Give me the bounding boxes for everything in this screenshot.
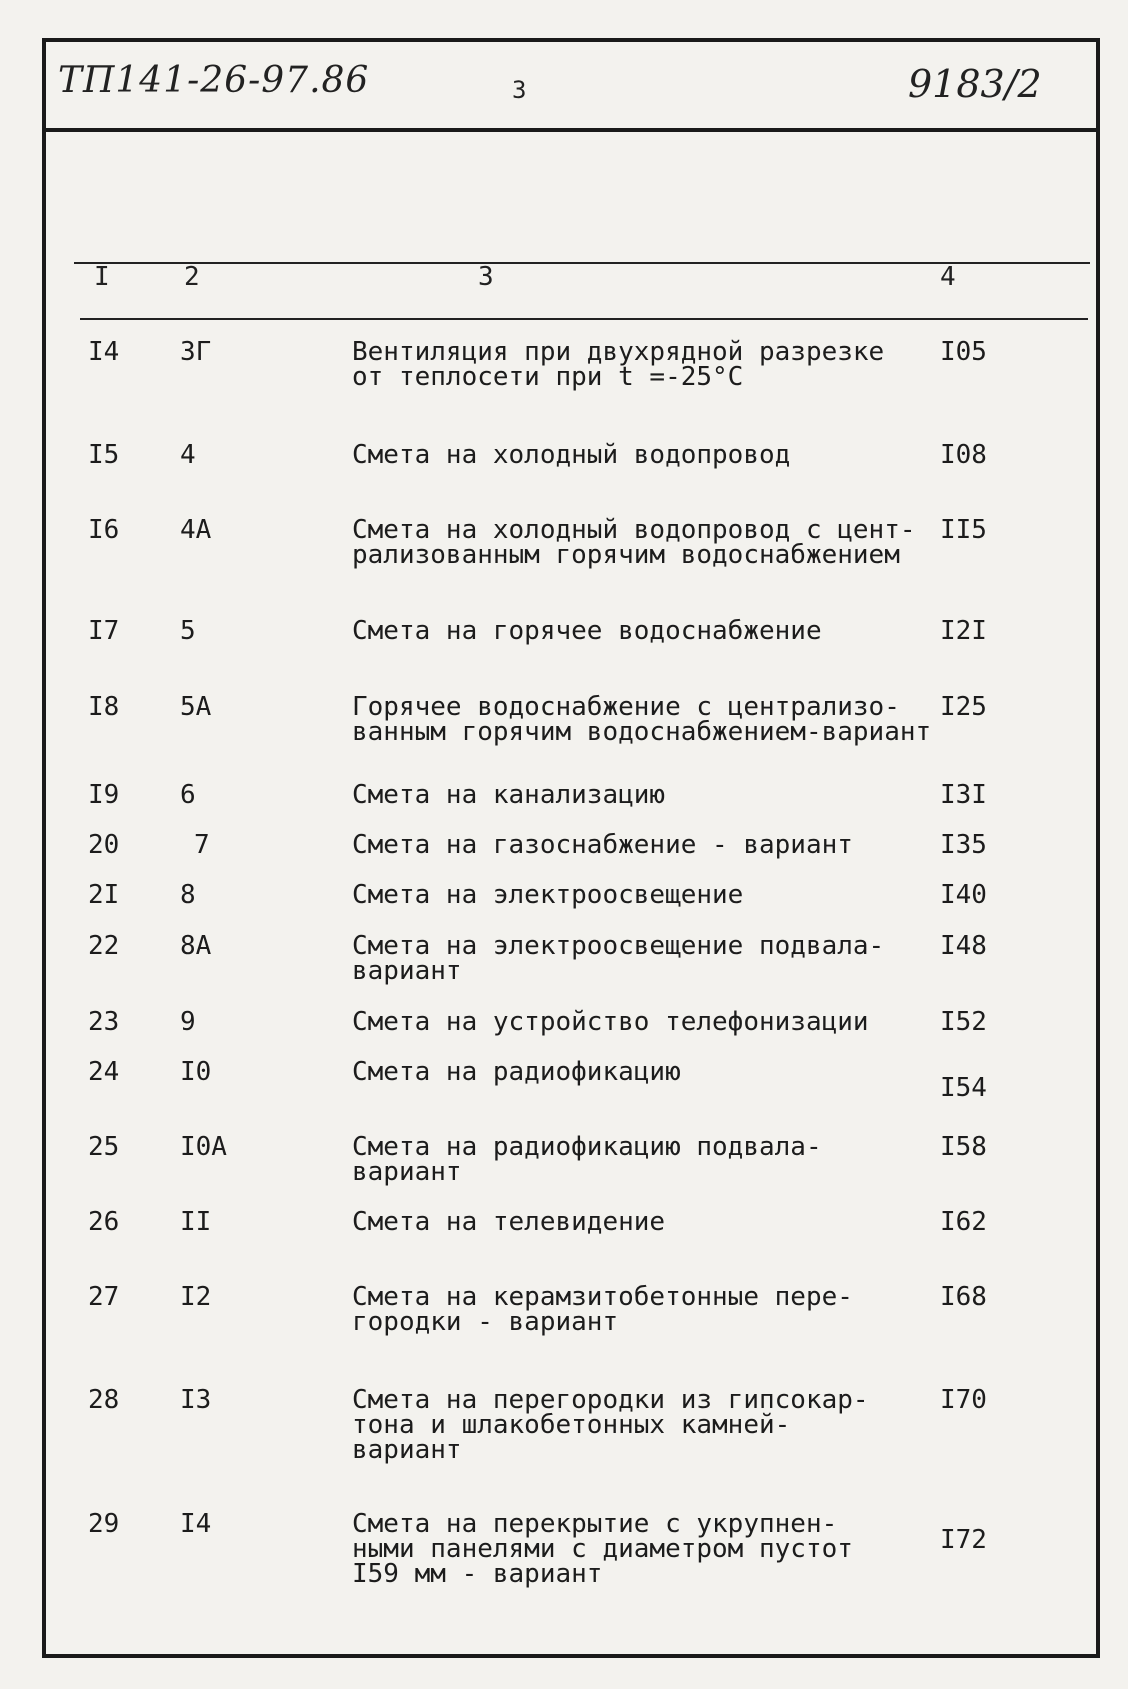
page-number: 3 [512, 76, 527, 104]
row-number: 2I [88, 880, 120, 910]
section-code: 6 [180, 780, 196, 810]
row-title: Смета на электроосвещение подвала- вариант [352, 931, 885, 986]
row-title: Смета на устройство телефонизации [352, 1007, 869, 1037]
page-ref: I08 [940, 440, 987, 470]
row-number: I5 [88, 440, 120, 470]
row-title: Вентиляция при двухрядной разрезке от теплосети при t =-25°C [352, 337, 885, 392]
column-header-1: I [94, 262, 110, 292]
section-code: 9 [180, 1007, 196, 1037]
row-title: Смета на радиофикацию подвала- вариант [352, 1132, 822, 1187]
row-title: Смета на перегородки из гипсокар- тона и шлакобетонных камней- вариант [352, 1385, 869, 1465]
section-code: I3 [180, 1385, 212, 1415]
header-divider [42, 128, 1100, 132]
row-number: 23 [88, 1007, 120, 1037]
row-title: Смета на горячее водоснабжение [352, 616, 822, 646]
row-number: I9 [88, 780, 120, 810]
row-number: 20 [88, 830, 120, 860]
page-ref: I05 [940, 337, 987, 367]
section-code: 5А [180, 692, 212, 722]
row-number: 27 [88, 1282, 120, 1312]
page-ref: I62 [940, 1207, 987, 1237]
table-header-rule [80, 318, 1088, 320]
page-ref: I52 [940, 1007, 987, 1037]
section-code: I4 [180, 1509, 212, 1539]
section-code: 5 [180, 616, 196, 646]
page-ref: I70 [940, 1385, 987, 1415]
row-title: Горячее водоснабжение с централизо- ванным горячим водоснабжением-вариант [352, 692, 932, 747]
page-ref: I40 [940, 880, 987, 910]
row-number: I6 [88, 515, 120, 545]
row-title: Смета на телевидение [352, 1207, 666, 1237]
sheet-id: 9183/2 [908, 62, 1042, 106]
column-header-2: 2 [184, 262, 200, 292]
document-code: ТП141-26-97.86 [58, 60, 370, 101]
section-code: 3Г [180, 337, 212, 367]
row-number: 24 [88, 1057, 120, 1087]
row-title: Смета на радиофикацию [352, 1057, 681, 1087]
page-ref: I2I [940, 616, 987, 646]
row-number: 29 [88, 1509, 120, 1539]
row-number: 28 [88, 1385, 120, 1415]
page-ref: I58 [940, 1132, 987, 1162]
row-title: Смета на газоснабжение - вариант [352, 830, 853, 860]
page-ref: I48 [940, 931, 987, 961]
row-number: 26 [88, 1207, 120, 1237]
page-ref: I35 [940, 830, 987, 860]
row-title: Смета на перекрытие с укрупнен- ными панелями с диаметром пустот I59 мм - вариант [352, 1509, 853, 1589]
section-code: 4 [180, 440, 196, 470]
row-number: I4 [88, 337, 120, 367]
row-number: I7 [88, 616, 120, 646]
section-code: I2 [180, 1282, 212, 1312]
row-title: Смета на канализацию [352, 780, 666, 810]
section-code: I0 [180, 1057, 212, 1087]
row-number: 22 [88, 931, 120, 961]
row-title: Смета на электроосвещение [352, 880, 744, 910]
table-top-rule [74, 262, 1090, 264]
page-ref: II5 [940, 515, 987, 545]
page-ref: I25 [940, 692, 987, 722]
section-code: 8 [180, 880, 196, 910]
page-ref: I68 [940, 1282, 987, 1312]
page-ref: I3I [940, 780, 987, 810]
page-ref: I54 [940, 1073, 987, 1103]
section-code: I0А [180, 1132, 227, 1162]
section-code: 4А [180, 515, 212, 545]
section-code: 8А [180, 931, 212, 961]
row-title: Смета на холодный водопровод [352, 440, 791, 470]
column-header-3: 3 [478, 262, 494, 292]
row-title: Смета на холодный водопровод с цент- рализованным горячим водоснабжением [352, 515, 916, 570]
page-ref: I72 [940, 1525, 987, 1555]
row-number: 25 [88, 1132, 120, 1162]
row-title: Смета на керамзитобетонные пере- городки - вариант [352, 1282, 853, 1337]
section-code: II [180, 1207, 212, 1237]
column-header-4: 4 [940, 262, 956, 292]
row-number: I8 [88, 692, 120, 722]
section-code: 7 [194, 830, 210, 860]
